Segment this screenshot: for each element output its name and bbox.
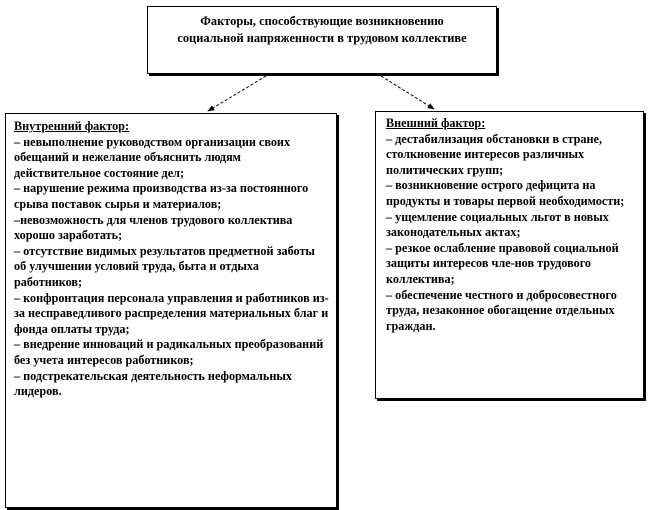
- external-factor-item: – ущемление социальных льгот в новых законодательных актах;: [386, 209, 609, 240]
- external-factor-item: – обеспечение честного и добросовестного труда, незаконное обогащение отдельных граждан.: [386, 287, 617, 333]
- internal-factor-box: [5, 113, 337, 508]
- internal-factor-item: – нарушение режима производства из-за постоянного срыва поставок сырья и материалов;: [14, 181, 309, 211]
- internal-factor-item: – отсутствие видимых результатов предметной заботы об улучшении условий труда, быта и отдыха работников;: [14, 243, 315, 289]
- internal-factor-item: – конфронтация персонала управления и работников из-за несправедливого распределения материальных благ и фонда оплаты труда;: [14, 290, 329, 336]
- external-factor-box: [375, 111, 644, 399]
- external-factor-item: – резкое ослабление правовой социальной защиты интересов чле-нов трудового коллектива;: [386, 240, 619, 286]
- external-factor-item: – дестабилизация обстановки в стране, столкновение интересов различных политических групп;: [386, 131, 602, 177]
- internal-factor-heading: Внутренний фактор:: [14, 119, 130, 133]
- internal-factor-item: –невозможность для членов трудового коллектива хорошо заработать;: [14, 212, 293, 243]
- arrow-to-internal: [208, 76, 266, 111]
- external-factor-item: – возникновение острого дефицита на продукты и товары первой необходимости;: [386, 178, 625, 208]
- internal-factor-item: – внедрение инноваций и радикальных преобразований без учета интересов работников;: [14, 337, 324, 367]
- main-factors-box: [147, 6, 497, 74]
- main-factors-title: Факторы, способствующие возникновению социальной напряженности в трудовом коллективе: [177, 14, 467, 45]
- internal-factor-item: – подстрекательская деятельность неформальных лидеров.: [14, 368, 292, 399]
- arrow-to-external: [381, 76, 434, 109]
- external-factor-heading: Внешний фактор:: [386, 116, 486, 130]
- internal-factor-item: – невыполнение руководством организации своих обещаний и нежелание объяснить людям действительное состояние дел;: [14, 134, 291, 180]
